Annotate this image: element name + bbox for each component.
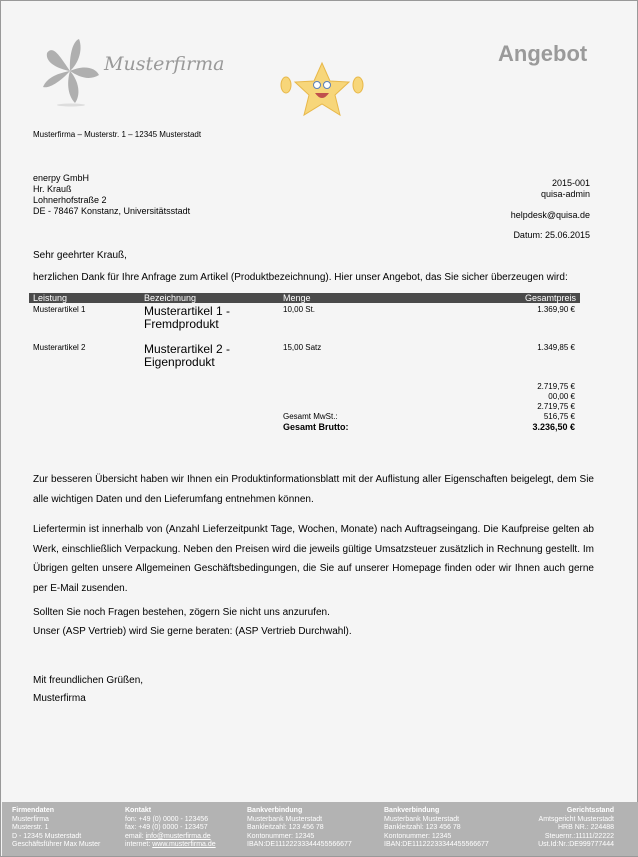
bez-line: Musterartikel 1 -: [144, 304, 231, 318]
intro-text: herzlichen Dank für Ihre Anfrage zum Artikel (Produktbezeichnung). Hier unser Angebot, das Sie sicher überzeugen wird:: [33, 272, 568, 283]
col-leistung: Leistung: [33, 293, 68, 303]
net-total: 2.719,75 €: [537, 402, 575, 411]
document-title: Angebot: [498, 41, 588, 66]
bez-line: Musterartikel 2 -: [144, 342, 231, 356]
email-label: email:: [125, 832, 146, 840]
offer-date: Datum: 25.06.2015: [513, 230, 590, 240]
offer-user: quisa-admin: [540, 189, 590, 199]
footer-court: [538, 807, 614, 850]
footer-line: Musterfirma: [12, 815, 49, 823]
col-gesamtpreis: Gesamtpreis: [524, 293, 576, 303]
gross-label: Gesamt Brutto:: [283, 422, 349, 432]
footer-heading: Kontakt: [125, 807, 152, 814]
row-menge: 15,00 Satz: [283, 343, 322, 352]
footer-web-link[interactable]: www.musterfirma.de: [152, 841, 216, 848]
row-menge: 10,00 St.: [283, 305, 316, 314]
footer-email-link[interactable]: info@musterfirma.de: [145, 832, 211, 840]
footer-heading: Bankverbindung: [247, 807, 303, 814]
footer-line: Bankleitzahl: 123 456 78: [384, 824, 461, 831]
footer-heading: Bankverbindung: [384, 807, 440, 814]
web-label: internet:: [125, 841, 153, 848]
totals-values: [532, 382, 575, 432]
recipient-line: DE - 78467 Konstanz, Universitätsstadt: [33, 206, 191, 216]
mwst-total: 516,75 €: [543, 412, 575, 421]
subtotal: 2.719,75 €: [537, 382, 575, 391]
footer-line: Musterstr. 1: [12, 824, 49, 831]
discount: 00,00 €: [548, 392, 575, 401]
paragraph-delivery: Liefertermin ist innerhalb von (Anzahl Lieferzeitpunkt Tage, Wochen, Monate) nach Auftragseingang. Die Kaufpreise gelten ab Werk, einschließlich Verpackung. Neben den Preisen wird die jeweils gültige Umsatzsteuer zusätzlich in Rechnung gestellt. Im Übrigen gelten unsere Allgemeinen Geschäftsbedingungen, die Sie auf unserer Homepage finden oder wir Ihnen auch gerne per E-Mail zusenden.: [33, 524, 594, 594]
footer-line: Musterbank Musterstadt: [384, 815, 460, 823]
footer-line: HRB NR.: 224488: [557, 824, 614, 831]
footer: [2, 802, 638, 856]
closing: [33, 671, 594, 708]
footer-line: Geschäftsführer Max Muster: [12, 841, 101, 848]
closing-company: Musterfirma: [33, 692, 86, 704]
offer-number: 2015-001: [551, 178, 590, 188]
footer-heading: Gerichtsstand: [566, 807, 614, 814]
row-bezeichnung: [144, 305, 230, 331]
row-leistung: Musterartikel 1: [33, 305, 86, 314]
footer-line: Kontonummer: 12345: [247, 832, 315, 840]
footer-fax: fax: +49 (0) 0000 - 123457: [125, 824, 208, 831]
paragraph-questions: [33, 603, 594, 641]
footer-phone: fon: +49 (0) 0000 - 123456: [125, 815, 209, 823]
row-preis: 1.349,85 €: [537, 343, 575, 352]
footer-bank-2: [384, 807, 489, 850]
row-preis: 1.369,90 €: [537, 305, 575, 314]
sender-line: Musterfirma – Musterstr. 1 – 12345 Musterstadt: [33, 130, 202, 139]
flower-logo-icon: [39, 35, 101, 107]
contact-email[interactable]: helpdesk@quisa.de: [510, 210, 590, 220]
bez-line: Fremdprodukt: [144, 317, 219, 331]
greeting: Sehr geehrter Krauß,: [33, 250, 127, 261]
col-bezeichnung: Bezeichnung: [144, 293, 197, 303]
footer-line: Amtsgericht Musterstadt: [538, 815, 614, 823]
footer-line: IBAN:DE11122233344455566677: [247, 841, 352, 848]
footer-line: Kontonummer: 12345: [384, 832, 452, 840]
col-menge: Menge: [283, 293, 311, 303]
footer-contact: [125, 807, 216, 850]
questions-line: Sollten Sie noch Fragen bestehen, zögern Sie nicht uns anzurufen.: [33, 607, 330, 618]
footer-line: Steuernr.:11111/22222: [544, 832, 614, 840]
table-header: [29, 293, 580, 303]
row-bezeichnung: [144, 343, 230, 369]
footer-line: D - 12345 Musterstadt: [12, 832, 82, 840]
footer-line: IBAN:DE11122233344455566677: [384, 841, 489, 848]
closing-line: Mit freundlichen Grüßen,: [33, 675, 144, 686]
recipient-line: Hr. Krauß: [33, 184, 72, 194]
footer-heading: Firmendaten: [12, 807, 55, 814]
row-leistung: Musterartikel 2: [33, 343, 86, 352]
mwst-label: Gesamt MwSt.:: [283, 412, 338, 421]
contact-line: Unser (ASP Vertrieb) wird Sie gerne beraten: (ASP Vertrieb Durchwahl).: [33, 625, 352, 637]
logo-text: Musterfirma: [104, 53, 225, 75]
paragraph-info: Zur besseren Übersicht haben wir Ihnen ein Produktinformationsblatt mit der Auflistung aller Eigenschaften beigelegt, dem Sie alle wichtigen Daten und den Lieferumfang entnehmen können.: [33, 474, 594, 505]
recipient-line: Lohnerhofstraße 2: [33, 195, 107, 205]
star-thumbs-up-icon: [277, 61, 367, 121]
bez-line: Eigenprodukt: [144, 355, 215, 369]
footer-line: Musterbank Musterstadt: [247, 815, 323, 823]
footer-bank-1: [247, 807, 352, 850]
footer-line: Ust.Id:Nr.:DE999777444: [538, 841, 614, 848]
footer-firm: [12, 807, 100, 850]
gross-total: 3.236,50 €: [532, 422, 575, 432]
footer-line: Bankleitzahl: 123 456 78: [247, 824, 324, 831]
recipient-address: [33, 173, 190, 217]
recipient-line: enerpy GmbH: [33, 173, 90, 183]
